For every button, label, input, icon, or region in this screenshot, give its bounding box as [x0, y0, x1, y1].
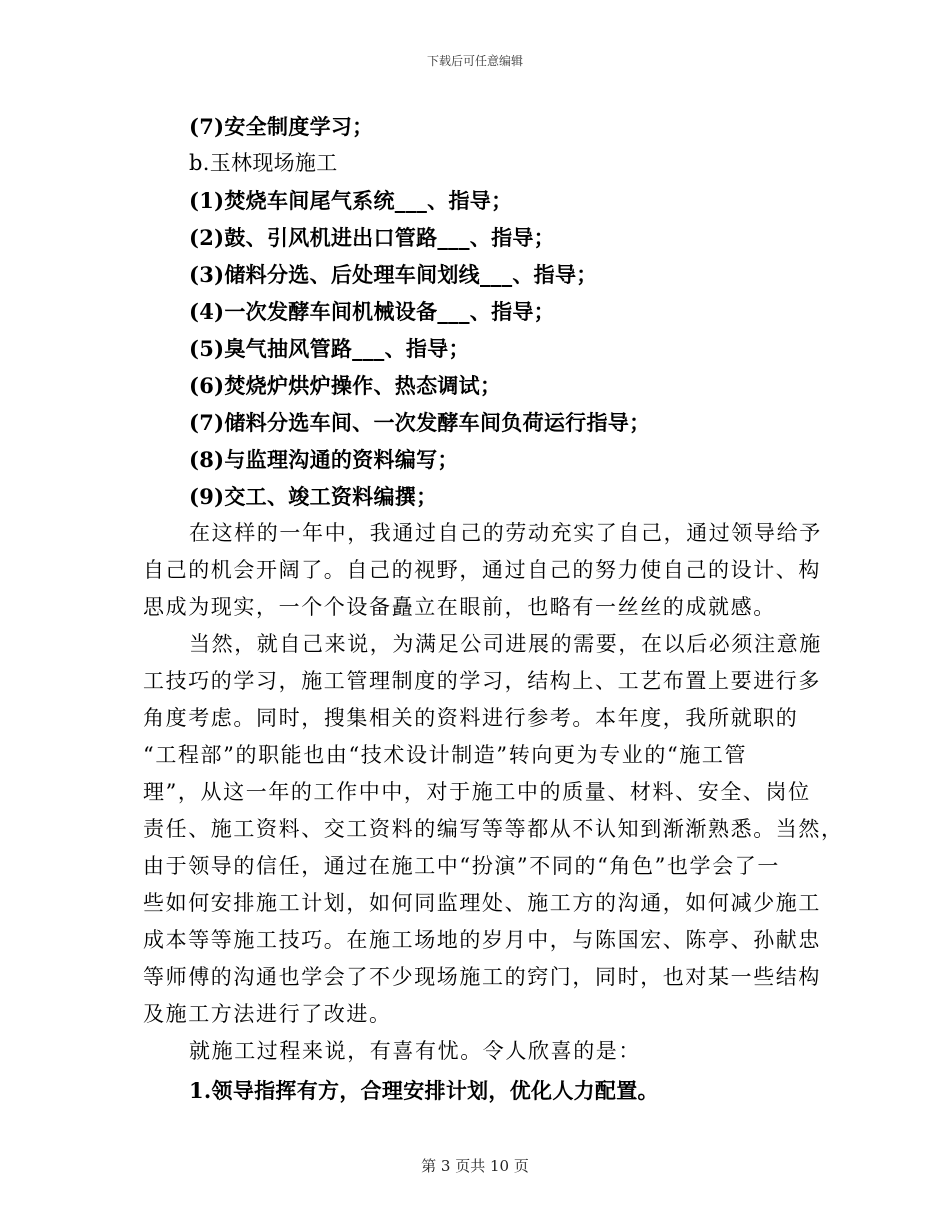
paragraph-line: 当然，就自己来说，为满足公司进展的需要，在以后必须注意施	[189, 632, 822, 656]
paragraph-line: 在这样的一年中，我通过自己的劳动充实了自己，通过领导给予	[189, 521, 822, 545]
paragraph-line: 理”，从这一年的工作中中，对于施工中的质量、材料、安全、岗位	[143, 780, 811, 804]
page-header: 下载后可任意编辑	[426, 54, 523, 68]
paragraph-line: 思成为现实，一个个设备矗立在眼前，也略有一丝丝的成就感。	[143, 595, 776, 619]
list-item: (7)安全制度学习；	[189, 114, 374, 139]
list-item: (3)储料分选、后处理车间划线___、指导；	[189, 262, 598, 287]
list-item: (5)臭气抽风管路___、指导；	[189, 336, 470, 361]
paragraph-line: 及施工方法进行了改进。	[143, 1002, 392, 1026]
list-item: (6)焚烧炉烘炉操作、热态调试；	[189, 373, 502, 398]
paragraph-line: 成本等等施工技巧。在施工场地的岁月中，与陈国宏、陈亭、孙献忠	[143, 928, 821, 952]
list-item: (1)焚烧车间尾气系统___、指导；	[189, 188, 513, 213]
paragraph-line: 就施工过程来说，有喜有忧。令人欣喜的是：	[189, 1039, 641, 1063]
paragraph-line: 由于领导的信任，通过在施工中“扮演”不同的“角色”也学会了一	[143, 854, 780, 878]
list-item: (8)与监理沟通的资料编写；	[189, 447, 459, 472]
paragraph-line: 责任、施工资料、交工资料的编写等等都从不认知到渐渐熟悉。当然，	[143, 817, 844, 841]
list-item: (2)鼓、引风机进出口管路___、指导；	[189, 225, 555, 250]
list-item: (9)交工、竣工资料编撰；	[189, 484, 438, 509]
paragraph-line: “工程部”的职能也由“技术设计制造”转向更为专业的“施工管	[143, 743, 748, 767]
paragraph-line: 自己的机会开阔了。自己的视野，通过自己的努力使自己的设计、构	[143, 558, 821, 582]
list-item: (4)一次发酵车间机械设备___、指导；	[189, 299, 555, 324]
list-item: (7)储料分选车间、一次发酵车间负荷运行指导；	[189, 410, 651, 435]
paragraph-line: 工技巧的学习，施工管理制度的学习，结构上、工艺布置上要进行多	[143, 669, 821, 693]
paragraph-line: 角度考虑。同时，搜集相关的资料进行参考。本年度，我所就职的	[143, 706, 799, 730]
page-footer: 第 3 页共 10 页	[421, 1157, 529, 1175]
point-heading: 1.领导指挥有方，合理安排计划，优化人力配置。	[189, 1078, 659, 1103]
section-title: b.玉林现场施工	[189, 151, 338, 175]
paragraph-line: 些如何安排施工计划，如何同监理处、施工方的沟通，如何减少施工	[143, 891, 821, 915]
paragraph-line: 等师傅的沟通也学会了不少现场施工的窍门，同时，也对某一些结构	[143, 965, 821, 989]
document-body	[143, 108, 844, 1109]
